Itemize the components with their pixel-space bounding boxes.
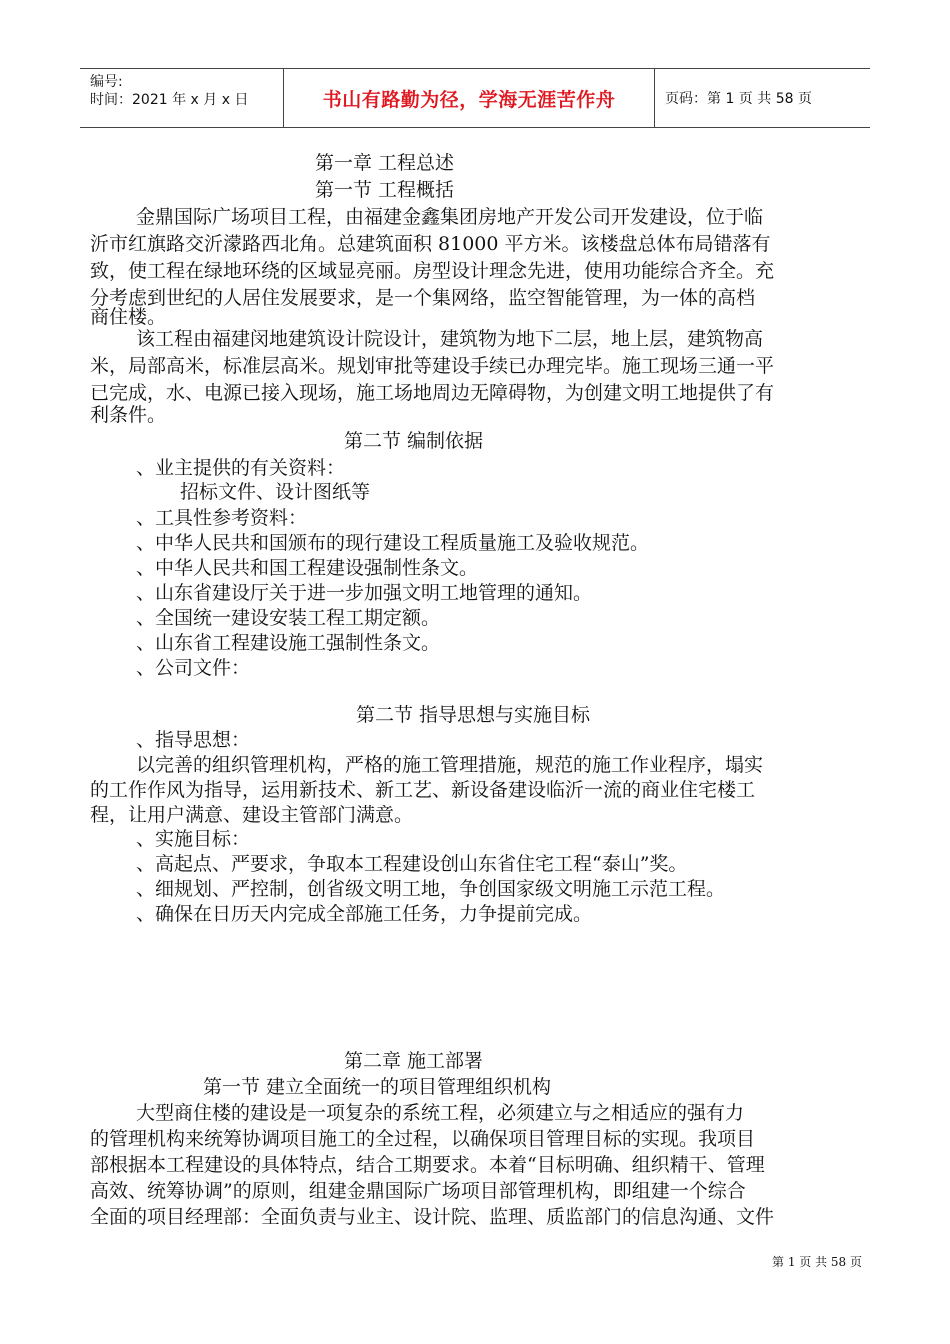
- section-1-2-title: 第二节 编制依据: [344, 430, 484, 452]
- list-item: 、高起点、严要求，争取本工程建设创山东省住宅工程“泰山”奖。: [136, 853, 688, 875]
- list-item: 、确保在日历天内完成全部施工任务，力争提前完成。: [136, 903, 593, 925]
- paragraph-line: 金鼎国际广场项目工程，由福建金鑫集团房地产开发公司开发建设，位于临: [136, 206, 764, 228]
- paragraph-line: 分考虑到世纪的人居住发展要求，是一个集网络，监空智能管理，为一体的高档: [90, 287, 756, 309]
- section-1-1-title: 第一节 工程概括: [315, 179, 455, 201]
- document-number-label: 编号:: [90, 74, 123, 90]
- list-item: 、全国统一建设安装工程工期定额。: [136, 607, 441, 629]
- page-header: [80, 68, 870, 128]
- document-date-label: 时间：2021 年 x 月 x 日: [90, 92, 249, 108]
- paragraph-line: 沂市红旗路交沂濛路西北角。总建筑面积 81000 平方米。该楼盘总体布局错落有: [90, 233, 771, 255]
- paragraph-line: 的管理机构来统筹协调项目施工的全过程，以确保项目管理目标的实现。我项目: [90, 1128, 756, 1150]
- list-item: 、工具性参考资料：: [136, 507, 308, 529]
- paragraph-line: 部根据本工程建设的具体特点，结合工期要求。本着“目标明确、组织精干、管理: [90, 1154, 765, 1176]
- paragraph-line: 以完善的组织管理机构，严格的施工管理措施，规范的施工作业程序，塌实: [136, 754, 764, 776]
- paragraph-line: 大型商住楼的建设是一项复杂的系统工程，必须建立与之相适应的强有力: [136, 1102, 745, 1124]
- header-motto-cell: [283, 69, 655, 127]
- list-item: 、山东省工程建设施工强制性条文。: [136, 632, 441, 654]
- list-item: 、中华人民共和国颁布的现行建设工程质量施工及验收规范。: [136, 532, 650, 554]
- chapter-2-title: 第二章 施工部署: [344, 1050, 484, 1072]
- paragraph-line: 该工程由福建闵地建筑设计院设计，建筑物为地下二层，地上层，建筑物高: [136, 328, 764, 350]
- list-item: 、山东省建设厅关于进一步加强文明工地管理的通知。: [136, 582, 593, 604]
- page-footer: 第 1 页 共 58 页: [772, 1255, 862, 1269]
- header-page-code: 页码：第 1 页 共 58 页: [665, 91, 812, 107]
- paragraph-line: 致，使工程在绿地环绕的区域显亮丽。房型设计理念先进，使用功能综合齐全。充: [90, 260, 775, 282]
- list-item: 、公司文件：: [136, 657, 251, 679]
- paragraph-line: 程，让用户满意、建设主管部门满意。: [90, 804, 414, 826]
- list-subitem: 招标文件、设计图纸等: [180, 481, 371, 503]
- paragraph-line: 已完成，水、电源已接入现场，施工场地周边无障碍物，为创建文明工地提供了有: [90, 382, 775, 404]
- list-item: 、指导思想：: [136, 729, 251, 751]
- paragraph-line: 利条件。: [90, 404, 167, 426]
- header-motto: 书山有路勤为径，学海无涯苦作舟: [322, 88, 616, 111]
- list-item: 、实施目标：: [136, 828, 251, 850]
- list-item: 、业主提供的有关资料：: [136, 457, 346, 479]
- chapter-1-title: 第一章 工程总述: [315, 152, 455, 174]
- paragraph-line: 的工作作风为指导，运用新技术、新工艺、新设备建设临沂一流的商业住宅楼工: [90, 779, 756, 801]
- list-item: 、细规划、严控制，创省级文明工地，争创国家级文明施工示范工程。: [136, 878, 726, 900]
- section-1-3-title: 第二节 指导思想与实施目标: [356, 704, 591, 726]
- header-page-cell: [655, 69, 870, 127]
- paragraph-line: 商住楼。: [90, 306, 167, 328]
- list-item: 、中华人民共和国工程建设强制性条文。: [136, 557, 479, 579]
- paragraph-line: 全面的项目经理部：全面负责与业主、设计院、监理、质监部门的信息沟通、文件: [90, 1206, 775, 1228]
- paragraph-line: 高效、统筹协调”的原则，组建金鼎国际广场项目部管理机构，即组建一个综合: [90, 1180, 746, 1202]
- section-2-1-title: 第一节 建立全面统一的项目管理组织机构: [203, 1076, 552, 1098]
- paragraph-line: 米，局部高米，标准层高米。规划审批等建设手续已办理完毕。施工现场三通一平: [90, 355, 775, 377]
- header-meta: [80, 69, 283, 127]
